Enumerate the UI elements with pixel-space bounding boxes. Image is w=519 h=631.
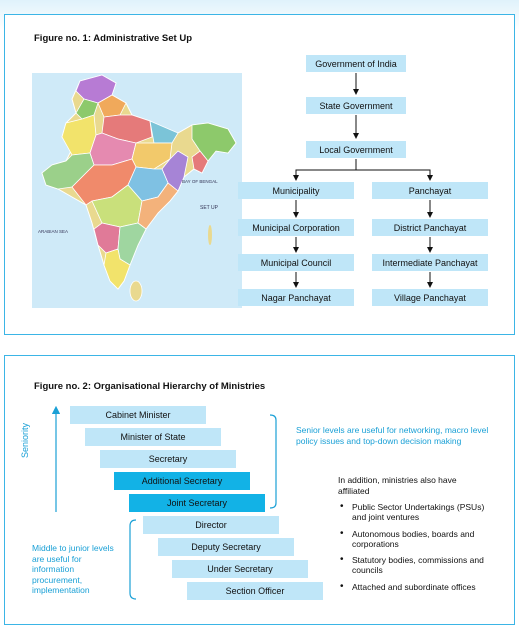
figure2-title: Figure no. 2: Organisational Hierarchy of Ministries xyxy=(34,381,266,392)
level-cabinet-minister: Cabinet Minister xyxy=(70,406,206,424)
chart-box-top-0: Government of India xyxy=(306,55,406,72)
affiliated-item: • Autonomous bodies, boards and corporations xyxy=(338,529,488,550)
level-additional-secretary: Additional Secretary xyxy=(114,472,250,490)
level-under-secretary: Under Secretary xyxy=(172,560,308,578)
map-label-bay: BAY OF BENGAL xyxy=(182,179,218,184)
affiliated-item: • Attached and subordinate offices xyxy=(338,582,488,592)
affiliated-intro: In addition, ministries also have affiliated xyxy=(338,475,457,496)
affiliated-list xyxy=(338,502,488,598)
chart-box-right-2: Intermediate Panchayat xyxy=(372,254,488,271)
map-label-sea: ARABIAN SEA xyxy=(38,229,69,234)
seniority-label: Seniority xyxy=(20,422,30,458)
map-label-title: SET UP xyxy=(200,205,218,211)
level-director: Director xyxy=(143,516,279,534)
affiliated-item: • Public Sector Undertakings (PSUs) and joint ventures xyxy=(338,502,488,523)
affiliated-item: • Statutory bodies, commissions and councils xyxy=(338,555,488,576)
figure1-title: Figure no. 1: Administrative Set Up xyxy=(34,33,193,44)
level-minister-of-state: Minister of State xyxy=(85,428,221,446)
chart-box-top-2: Local Government xyxy=(306,141,406,158)
junior-note: Middle to junior levels are useful for information procurement, implementation xyxy=(32,543,114,595)
level-joint-secretary: Joint Secretary xyxy=(129,494,265,512)
chart-box-top-1: State Government xyxy=(306,97,406,114)
chart-box-left-3: Nagar Panchayat xyxy=(238,289,354,306)
india-map xyxy=(32,73,242,308)
level-section-officer: Section Officer xyxy=(187,582,323,600)
map-island xyxy=(208,225,212,245)
map-island xyxy=(130,281,142,301)
chart-box-left-2: Municipal Council xyxy=(238,254,354,271)
chart-box-left-0: Municipality xyxy=(238,182,354,199)
chart-box-right-3: Village Panchayat xyxy=(372,289,488,306)
chart-box-left-1: Municipal Corporation xyxy=(238,219,354,236)
senior-note: Senior levels are useful for networking, macro level policy issues and top-down decision making xyxy=(296,425,489,446)
level-secretary: Secretary xyxy=(100,450,236,468)
chart-box-right-0: Panchayat xyxy=(372,182,488,199)
chart-box-right-1: District Panchayat xyxy=(372,219,488,236)
level-deputy-secretary: Deputy Secretary xyxy=(158,538,294,556)
